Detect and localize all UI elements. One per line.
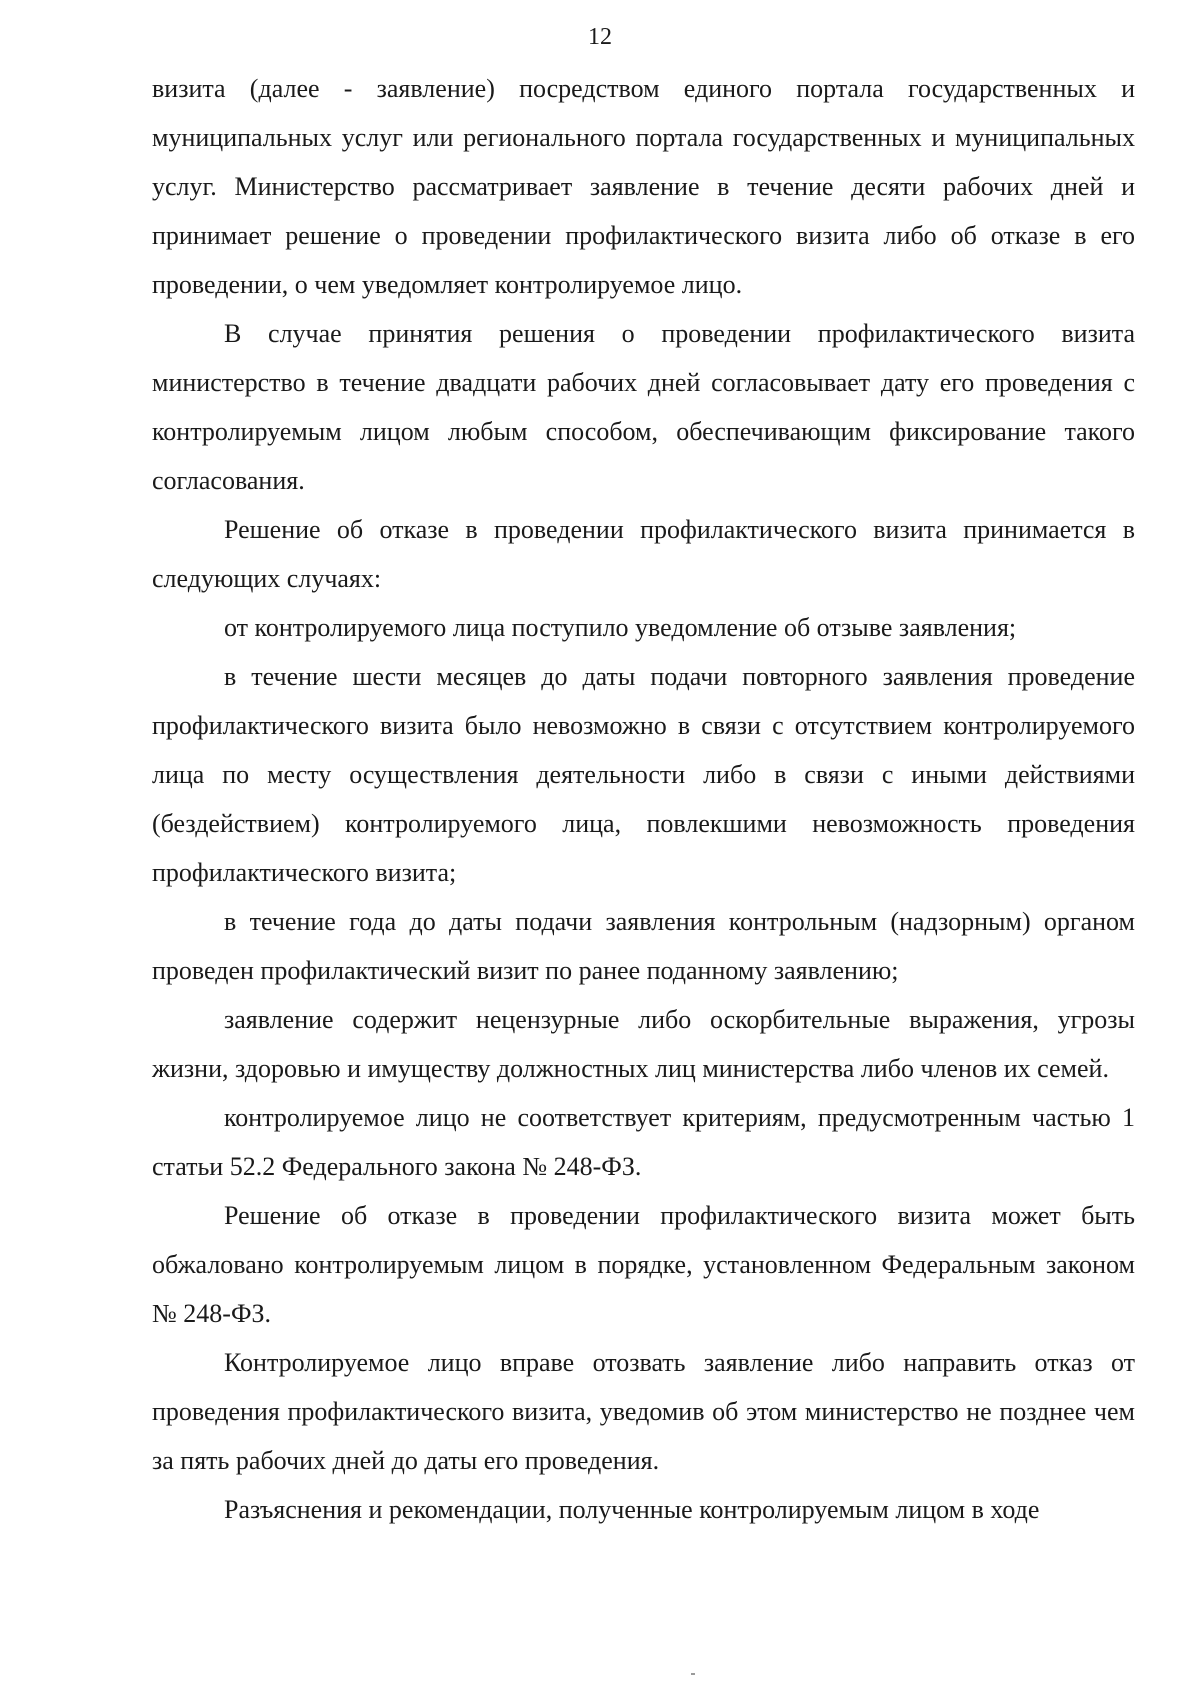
paragraph-refusal-cases-intro: Решение об отказе в проведении профилактического визита принимается в следующих случаях:	[152, 515, 1135, 593]
list-item-criteria-mismatch: контролируемое лицо не соответствует критериям, предусмотренным частью 1 статьи 52.2 Федерального закона № 248-ФЗ.	[152, 1103, 1135, 1181]
scan-artifact	[691, 1673, 695, 1675]
paragraph-continuation: визита (далее - заявление) посредством единого портала государственных и муниципальных услуг или регионального портала государственных и муниципальных услуг. Министерство рассматривает заявление в течение десяти рабочих дней и принимает решение о проведении профилактического визита либо об отказе в его проведении, о чем уведомляет контролируемое лицо.	[152, 74, 1135, 299]
paragraph-withdrawal-right: Контролируемое лицо вправе отозвать заявление либо направить отказ от проведения профилактического визита, уведомив об этом министерство не позднее чем за пять рабочих дней до даты его проведения.	[152, 1348, 1135, 1475]
list-item-visit-held-within-year: в течение года до даты подачи заявления контрольным (надзорным) органом проведен профилактический визит по ранее поданному заявлению;	[152, 907, 1135, 985]
paragraph-visit-approval: В случае принятия решения о проведении профилактического визита министерство в течение двадцати рабочих дней согласовывает дату его проведения с контролируемым лицом любым способом, обеспечивающим фиксирование такого согласования.	[152, 319, 1135, 495]
paragraph-explanations: Разъяснения и рекомендации, полученные контролируемым лицом в ходе	[224, 1495, 1040, 1524]
list-item-withdrawal-notice: от контролируемого лица поступило уведомление об отзыве заявления;	[224, 613, 1017, 642]
paragraph-refusal-appeal: Решение об отказе в проведении профилактического визита может быть обжаловано контролируемым лицом в порядке, установленном Федеральным законом № 248-ФЗ.	[152, 1201, 1135, 1328]
list-item-visit-impossible: в течение шести месяцев до даты подачи повторного заявления проведение профилактического визита было невозможно в связи с отсутствием контролируемого лица по месту осуществления деятельности либо в связи с иными действиями (бездействием) контролируемого лица, повлекшими невозможность проведения профилактического визита;	[152, 662, 1135, 887]
list-item-offensive-content: заявление содержит нецензурные либо оскорбительные выражения, угрозы жизни, здоровью и имуществу должностных лиц министерства либо членов их семей.	[152, 1005, 1135, 1083]
page-number: 12	[588, 24, 612, 50]
document-body	[152, 64, 1135, 1534]
